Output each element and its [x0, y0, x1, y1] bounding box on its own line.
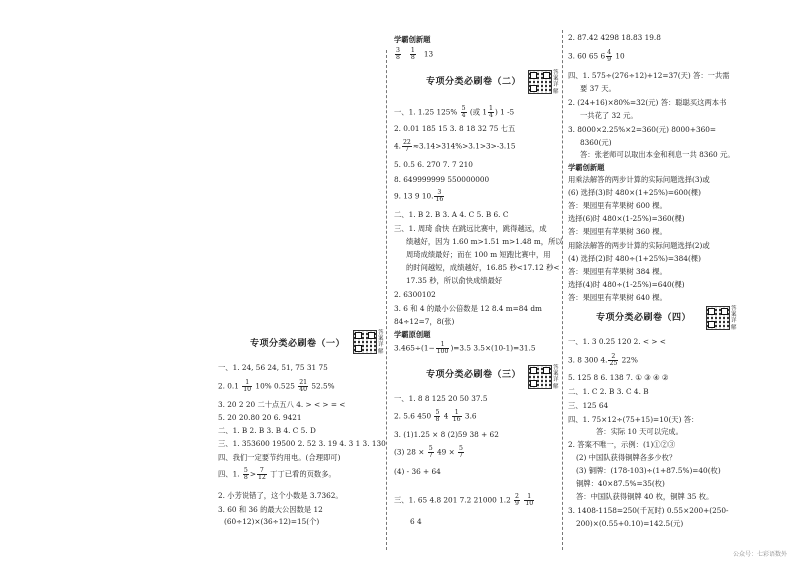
answer-line: 二、1. C 2. B 3. C 4. B — [568, 387, 649, 396]
qr-code-icon[interactable] — [353, 330, 377, 354]
answer-line: 2. 0.1 $\frac{1}{10}$ 10% 0.525 $\frac{21}{40}$ 52.5% — [218, 379, 335, 394]
answer-line: 周琦成绩最好；而在 100 m 短跑比赛中，用 — [406, 250, 551, 259]
answer-line: 200)×(0.55+0.10)=142.5(元) — [576, 519, 684, 528]
answer-line: (60÷12)×(36÷12)=15(个) — [224, 517, 320, 526]
answer-line: 8. 649999999 550000000 — [394, 175, 490, 184]
fraction: $\frac{22}{7}$ — [402, 139, 411, 154]
answer-line: 2. 6300102 — [394, 290, 436, 299]
fraction: $\frac{3}{16}$ — [435, 189, 444, 204]
answer-line: 四、我们一定要节约用电。(合理即可) — [218, 453, 341, 462]
fraction: $\frac{1}{100}$ — [436, 341, 449, 356]
answer-line: (3) 铜牌：(178-103)÷(1+87.5%)=40(枚) — [576, 466, 721, 475]
answer-line: 二、1. B 2. B 3. B 4. C 5. D — [218, 426, 316, 435]
answer-line: 一、1. 1.25 125% $\frac{5}{4}$ (或 1 $\frac{1}{4}$ ) 1 -5 — [394, 105, 515, 120]
fraction: $\frac{1}{4}$ — [489, 105, 493, 120]
answer-line: 三、1. 65 4.8 201 7.2 21000 1.2 $\frac{2}{9}$ $\frac{1}{10}$ — [394, 493, 534, 508]
answer-line: 2. 答案不唯一，示例：(1)①②③ — [568, 440, 676, 449]
answer-line: 3. 6 和 4 的最小公倍数是 12 8.4 m=84 dm — [394, 304, 542, 313]
section-head: 学霸原创题 — [394, 330, 431, 339]
answer-line: $\frac{3}{8}$ $\frac{1}{8}$ 13 — [396, 47, 434, 62]
fraction: $\frac{1}{10}$ — [525, 493, 534, 508]
answer-line: 2. 0.01 185 15 3. 8 18 32 75 七五 — [394, 124, 516, 133]
fraction: $\frac{5}{4}$ — [461, 105, 466, 120]
answer-line: 用除法解答的两步计算的实际问题选择(2)或 — [568, 241, 710, 250]
answer-line: 选择(6)时 480×(1-25%)=360(棵) — [568, 214, 685, 223]
answer-line: 8360(元) — [580, 138, 612, 147]
answer-line: 答：实际 10 天可以完成。 — [596, 427, 683, 436]
qr-label: 答案详解 — [378, 330, 384, 355]
answer-line: 三、1. 周琦 俞快 在跳远比赛中，跳得越远，成 — [394, 224, 547, 233]
fraction: $\frac{5}{7}$ — [459, 445, 463, 460]
answer-line: 84÷12=7，8(张) — [394, 317, 455, 326]
fraction: $\frac{4}{9}$ — [607, 49, 612, 64]
answer-line: 9. 13 9 10. $\frac{3}{16}$ — [394, 189, 444, 204]
qr-label: 答案详解 — [553, 365, 559, 390]
answer-line: 答：果园里有苹果树 600 棵。 — [568, 201, 667, 210]
fraction: $\frac{5}{8}$ — [243, 467, 248, 482]
answer-line: 要 37 天。 — [580, 84, 616, 93]
answer-line: 三、125 64 — [568, 401, 609, 410]
answer-line: 3. 8 300 4. $\frac{2}{25}$ 22% — [568, 353, 638, 368]
answer-line: 四、1. 75×12÷(75+15)=10(天) 答： — [568, 415, 699, 424]
answer-line: 3. 60 65 6 $\frac{4}{9}$ 10 — [568, 49, 625, 64]
answer-line: 5. 20 20.80 20 6. 9421 — [218, 413, 302, 422]
answer-line: 的时间越短，成绩越好，16.85 秒<17.12 秒< — [406, 263, 560, 272]
column-divider — [562, 30, 563, 550]
fraction: $\frac{21}{40}$ — [299, 379, 308, 394]
answer-line: 铜牌：40×87.5%=35(枚) — [576, 479, 665, 488]
answer-line: 四、1. $\frac{5}{8}$ > $\frac{7}{12}$ 丁丁已看的页数多。 — [218, 467, 336, 482]
section-head: 学霸创新题 — [394, 35, 431, 44]
fraction: $\frac{2}{25}$ — [609, 353, 618, 368]
answer-line: 一、1. 8 8 125 20 50 37.5 — [394, 394, 488, 403]
watermark-footer: 公众号：七彩语数外 — [732, 551, 787, 558]
answer-line: 5. 0.5 6. 270 7. 7 210 — [394, 160, 473, 169]
answer-line: 用乘法解答的两步计算的实际问题选择(3)或 — [568, 175, 710, 184]
fraction: $\frac{2}{9}$ — [515, 493, 519, 508]
fraction: $\frac{1}{10}$ — [243, 379, 252, 394]
answer-line: 6 4 — [410, 517, 422, 526]
fraction: $\frac{1}{8}$ — [410, 47, 415, 62]
qr-code-icon[interactable] — [706, 306, 730, 330]
fraction: $\frac{7}{12}$ — [257, 467, 266, 482]
answer-line: 2. 小芳说错了，这个小数是 3.7362。 — [218, 491, 343, 500]
qr-label: 答案详解 — [553, 70, 559, 95]
answer-line: 2. 5.6 450 $\frac{5}{8}$ 4 $\frac{1}{16}$ 3.6 — [394, 409, 477, 424]
qr-label: 答案详解 — [731, 306, 737, 331]
answer-line: (4) - 36 + 64 — [394, 467, 441, 476]
answer-line: 三、1. 353600 19500 2. 52 3. 19 4. 3 1 3. 130 — [218, 439, 386, 448]
answer-line: 一、1. 3 0.25 120 2. < > < — [568, 337, 666, 346]
answer-line: 4. $\frac{22}{7}$ ≈3.14>314%>3.1>3>-3.15 — [394, 139, 516, 154]
qr-code-icon[interactable] — [528, 365, 552, 389]
fraction: $\frac{3}{8}$ — [396, 47, 400, 62]
fraction: $\frac{1}{16}$ — [452, 409, 461, 424]
answer-line: 答：张老师可以取出本金和利息一共 8360 元。 — [580, 150, 735, 159]
answer-line: 答：中国队获得铜牌 40 枚，铜牌 35 枚。 — [576, 492, 714, 501]
answer-line: 2. 87.42 4298 18.83 19.8 — [568, 33, 661, 42]
answer-line: 3. (1)1.25 × 8 (2)59 38 + 62 — [394, 430, 499, 439]
answer-line: 2. (24+16)×80%=32(元) 答：聪聪买这两本书 — [568, 98, 727, 107]
answer-line: 3. 60 和 36 的最大公因数是 12 — [218, 505, 323, 514]
answer-line: 绩越好，因为 1.60 m>1.51 m>1.48 m，所以 — [406, 237, 563, 246]
answer-line: (6) 选择(3)时 480×(1+25%)=600(棵) — [568, 188, 701, 197]
answer-line: 5. 125 8 6. 138 7. ① ③ ④ ② — [568, 373, 669, 382]
section-head: 学霸创新题 — [568, 163, 605, 172]
answer-line: 一、1. 24, 56 24, 51, 75 31 75 — [218, 363, 328, 372]
answer-line: (2) 中国队获得铜牌各多少枚？ — [576, 453, 677, 462]
answer-line: 3.465÷(1− $\frac{1}{100}$ )=3.5 3.5×(10-1)=31.5 — [394, 341, 536, 356]
column-divider — [386, 50, 387, 550]
qr-code-icon[interactable] — [528, 70, 552, 94]
answer-line: 答：果园里有苹果树 640 棵。 — [568, 293, 667, 302]
section-title-1: 专项分类必刷卷（一） — [250, 339, 346, 349]
section-title-4: 专项分类必刷卷（四） — [596, 313, 692, 323]
fraction: $\frac{5}{7}$ — [428, 445, 433, 460]
section-title-3: 专项分类必刷卷（三） — [426, 370, 522, 380]
answer-line: (3) 28 × $\frac{5}{7}$ 49 × $\frac{5}{7}$ — [394, 445, 463, 460]
answer-line: 3. 8000×2.25%×2=360(元) 8000+360= — [568, 125, 716, 134]
answer-line: 3. 20 2 20 二十点五八 4. > < > = < — [218, 400, 346, 409]
answer-line: 一共花了 32 元。 — [580, 111, 638, 120]
answer-line: (4) 选择(2)时 480÷(1+25%)=384(棵) — [568, 254, 701, 263]
answer-line: 答：果园里有苹果树 360 棵。 — [568, 227, 667, 236]
answer-line: 答：果园里有苹果树 384 棵。 — [568, 267, 667, 276]
answer-line: 17.35 秒，所以俞快成绩最好 — [406, 276, 503, 285]
answer-line: 3. 1408-1158=250(千瓦时) 0.55×200+(250- — [568, 506, 729, 515]
answer-line: 四、1. 575÷(276÷12)+12=37(天) 答：一共需 — [568, 71, 730, 80]
fraction: $\frac{5}{8}$ — [435, 409, 440, 424]
section-title-2: 专项分类必刷卷（二） — [426, 77, 522, 87]
answer-line: 选择(4)时 480÷(1-25%)=640(棵) — [568, 280, 685, 289]
answer-line: 二、1. B 2. B 3. A 4. C 5. B 6. C — [394, 210, 509, 219]
